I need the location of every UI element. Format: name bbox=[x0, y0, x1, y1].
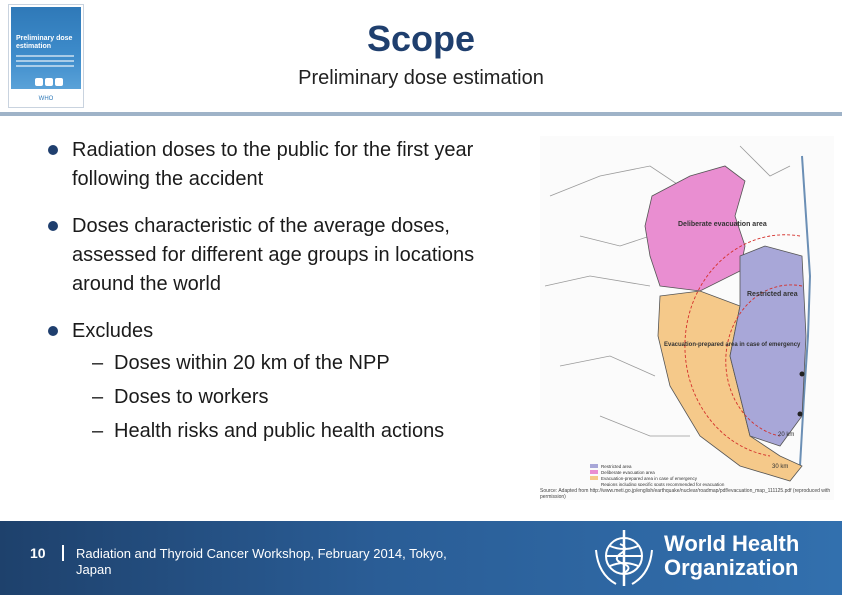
sub-bullet-text: Doses to workers bbox=[114, 386, 269, 408]
sub-bullet-list bbox=[72, 346, 528, 448]
slide-title: Scope bbox=[366, 18, 476, 59]
slide-subtitle: Preliminary dose estimation bbox=[298, 67, 544, 89]
map-legend bbox=[590, 464, 725, 486]
legend-label: Restricted area bbox=[601, 464, 632, 469]
legend-label: Regions including specific spots recommended for evacuation bbox=[601, 482, 725, 486]
sub-bullet-item: – Doses within 20 km of the NPP bbox=[92, 352, 390, 374]
who-wordmark bbox=[664, 532, 799, 580]
daini-npp-marker bbox=[798, 412, 803, 417]
who-wordmark-line1: World Health bbox=[664, 531, 800, 556]
restricted-zone-label: Restricted area bbox=[747, 291, 798, 298]
who-emblem-icon bbox=[590, 524, 658, 592]
deliberate-evacuation-zone bbox=[645, 166, 745, 291]
bullet-item bbox=[48, 317, 528, 448]
page-number: 10 bbox=[30, 545, 46, 561]
distance-20km-label: 20 km bbox=[778, 432, 795, 438]
bullet-dot-icon bbox=[48, 145, 58, 155]
bullet-text: Excludes bbox=[72, 320, 154, 342]
bullet-dot-icon bbox=[48, 221, 58, 231]
footer-bar bbox=[0, 521, 842, 595]
map-graphic bbox=[540, 136, 834, 486]
bullet-text: Doses characteristic of the average doses, assessed for different age groups in locations around the world bbox=[72, 215, 475, 295]
legend-label: Deliberate evacuation area bbox=[601, 470, 655, 475]
who-wordmark-line2: Organization bbox=[664, 555, 799, 580]
report-cover-title: Preliminary dose estimation bbox=[16, 35, 73, 50]
evacuation-zone-label: Evacuation-prepared area in case of emergency bbox=[664, 342, 801, 348]
map-source-caption: Source: Adapted from http://www.meti.go.jp/english/earthquake/nuclear/roadmap/pdf/evacuation_map_111125.pdf (reproduced with permission) bbox=[540, 488, 831, 500]
legend-swatch-deliberate bbox=[590, 470, 598, 474]
bullet-list bbox=[48, 136, 528, 466]
footer-event-text: Radiation and Thyroid Cancer Workshop, February 2014, Tokyo, Japan bbox=[76, 546, 447, 577]
sub-bullet-text: Health risks and public health actions bbox=[114, 420, 445, 442]
bullet-item bbox=[48, 136, 528, 194]
legend-swatch-restricted bbox=[590, 464, 598, 468]
distance-30km-label: 30 km bbox=[772, 464, 789, 470]
bullet-text: Radiation doses to the public for the first year following the accident bbox=[72, 139, 474, 190]
legend-label: Evacuation-prepared area in case of emergency bbox=[601, 476, 698, 481]
deliberate-zone-label: Deliberate evacuation area bbox=[678, 221, 767, 228]
evacuation-zone-map bbox=[540, 136, 834, 500]
header-divider bbox=[0, 112, 842, 116]
bullet-item bbox=[48, 212, 528, 299]
page-number-divider bbox=[62, 545, 64, 561]
report-cover-footer: WHO bbox=[38, 96, 54, 102]
bullet-dot-icon bbox=[48, 326, 58, 336]
sub-bullet-item: – Doses to workers bbox=[92, 386, 269, 408]
daiichi-npp-marker bbox=[800, 372, 805, 377]
sub-bullet-item: – Health risks and public health actions bbox=[92, 420, 445, 442]
legend-swatch-evacuation bbox=[590, 476, 598, 480]
sub-bullet-text: Doses within 20 km of the NPP bbox=[114, 352, 390, 374]
